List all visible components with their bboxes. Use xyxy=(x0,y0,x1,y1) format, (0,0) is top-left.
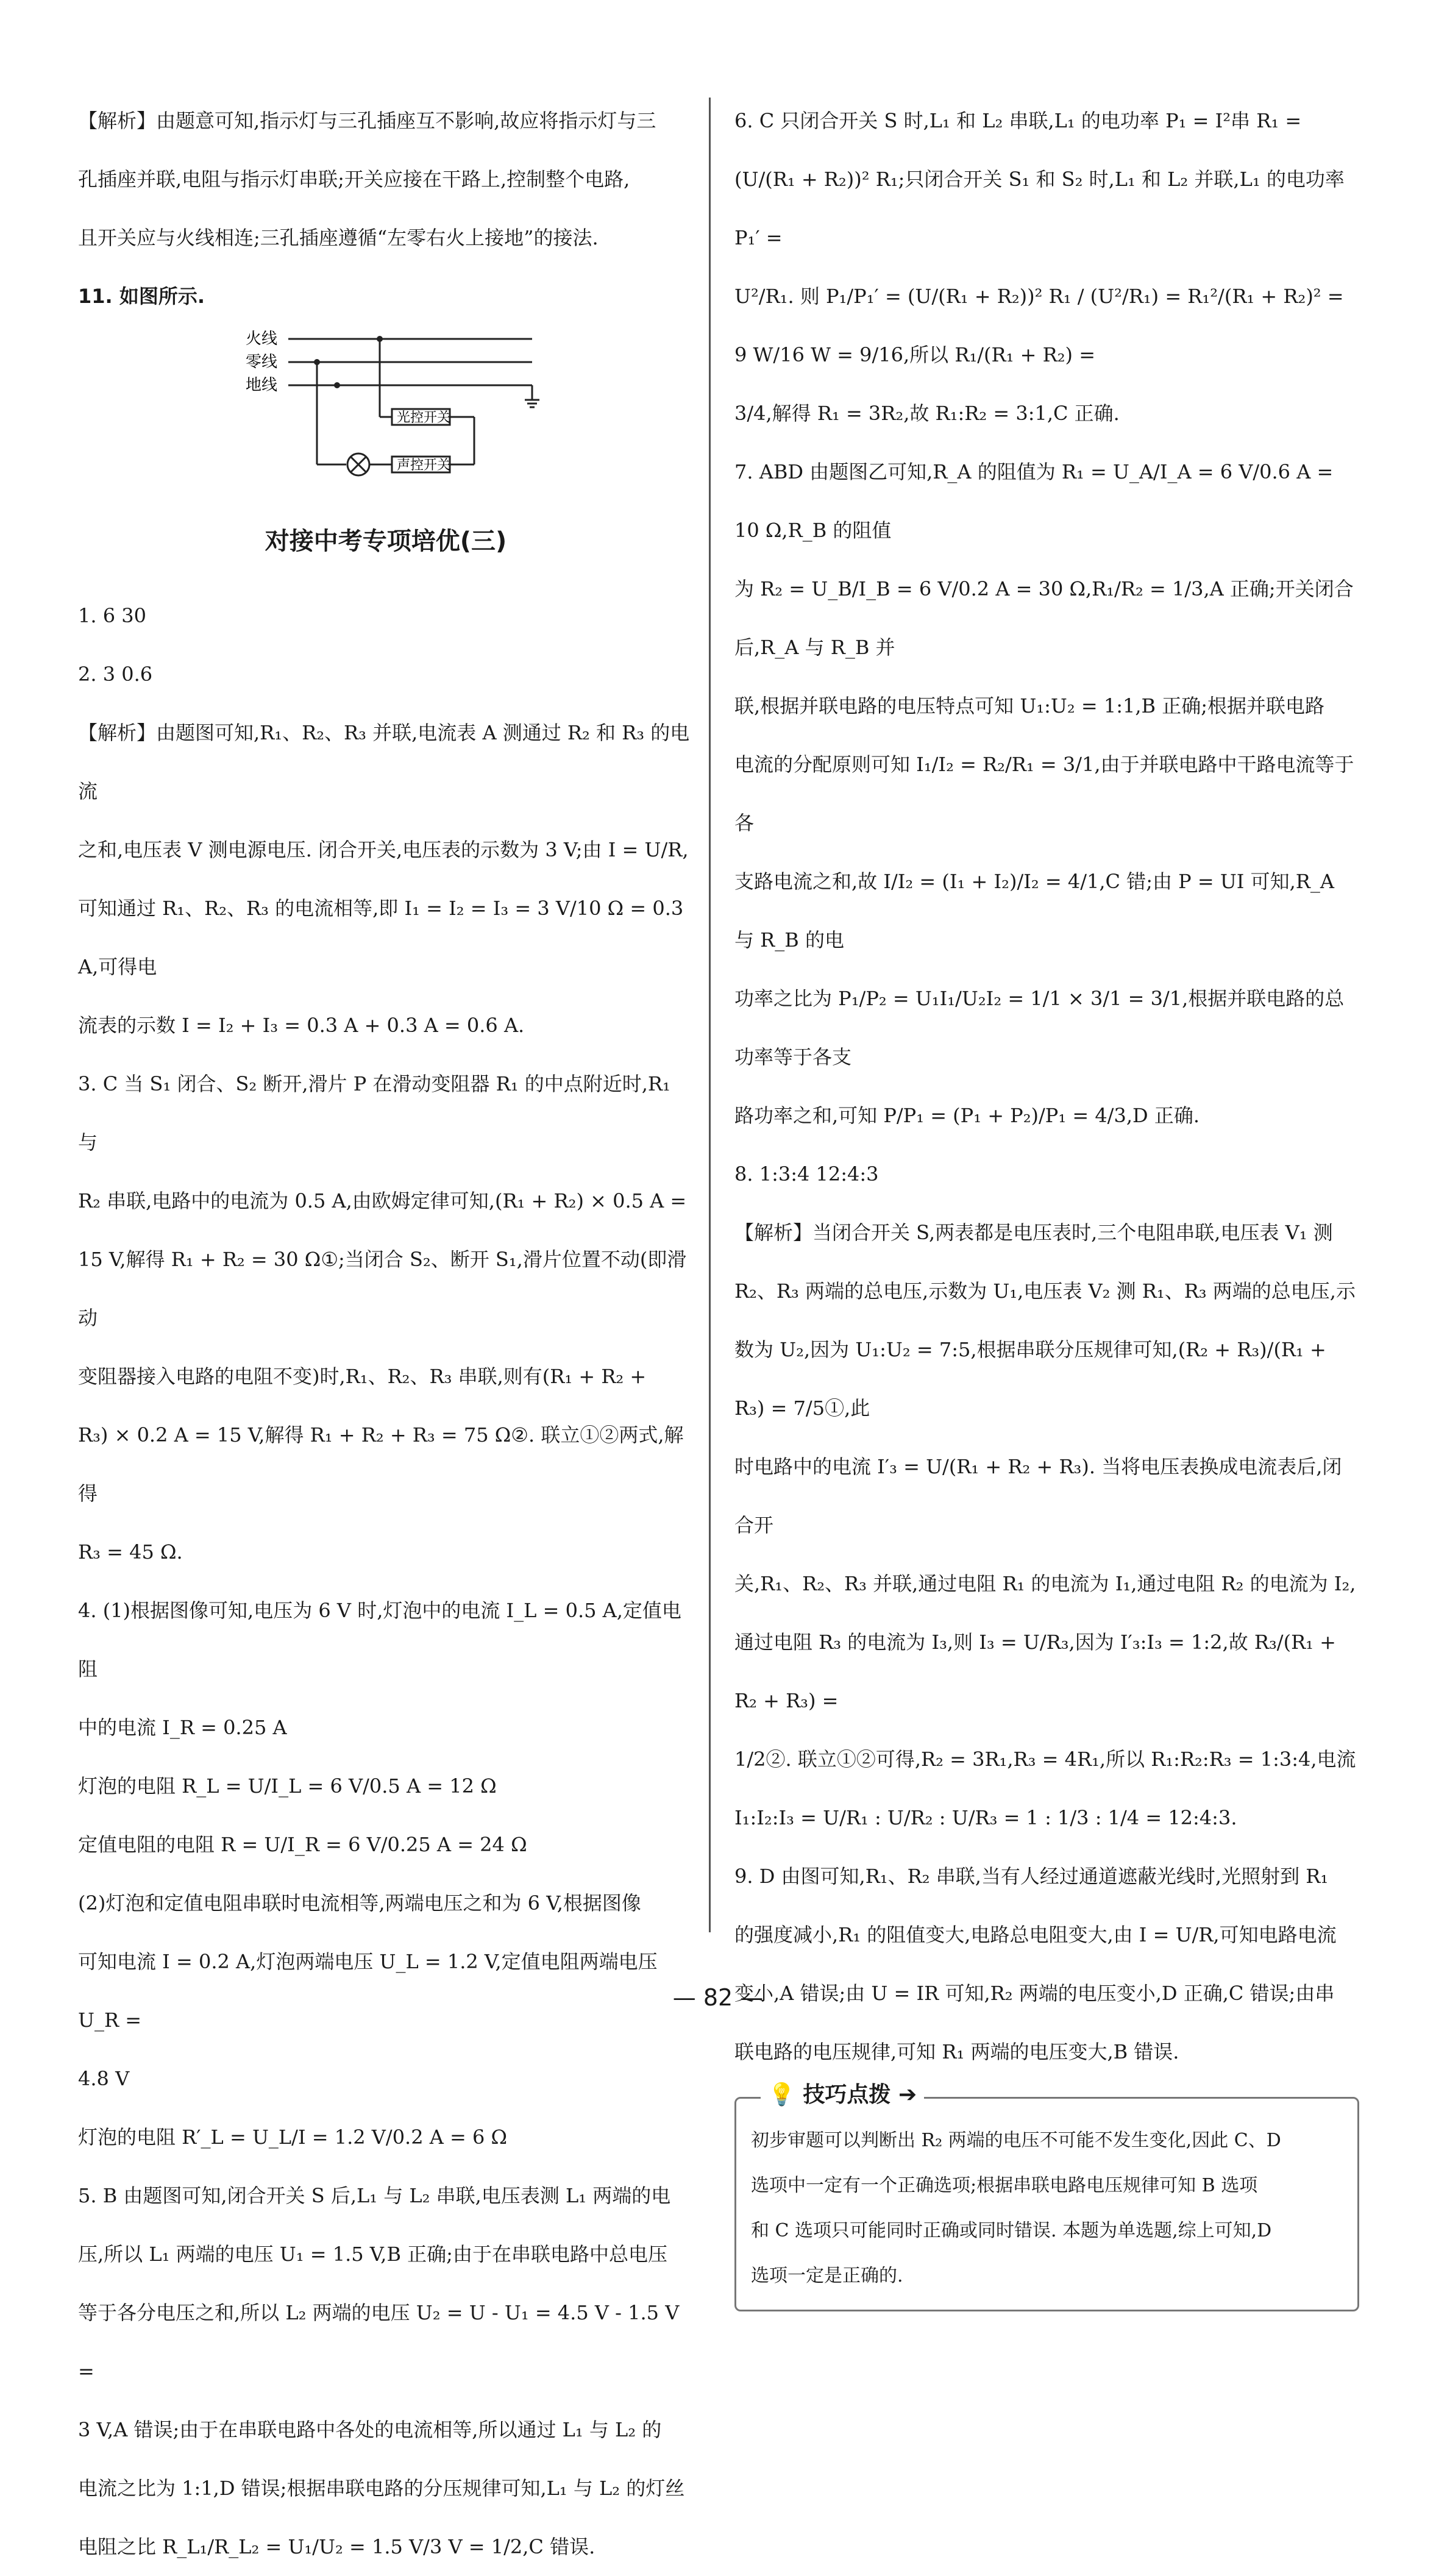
text-line: 灯泡的电阻 R_L = U/I_L = 6 V/0.5 A = 12 Ω xyxy=(78,1774,497,1798)
text-line: 为 R₂ = U_B/I_B = 6 V/0.2 A = 30 Ω,R₁/R₂ = 1/3,A 正确;开关闭合后,R_A 与 R_B 并 xyxy=(734,577,1354,659)
sound-switch-label: 声控开关 xyxy=(397,458,451,473)
text-line: I₁:I₂:I₃ = U/R₁ : U/R₂ : U/R₃ = 1 : 1/3 : 1/4 = 12:4:3. xyxy=(734,1806,1237,1829)
text-line: 之和,电压表 V 测电源电压. 闭合开关,电压表的示数为 3 V;由 I = U/R, xyxy=(78,838,689,861)
tip-box xyxy=(734,2082,1359,2311)
text-line: 功率之比为 P₁/P₂ = U₁I₁/U₂I₂ = 1/1 × 3/1 = 3/1,根据并联电路的总功率等于各支 xyxy=(734,987,1345,1069)
text-line: 压,所以 L₁ 两端的电压 U₁ = 1.5 V,B 正确;由于在串联电路中总电压 xyxy=(78,2243,667,2266)
tip-line: 选项一定是正确的. xyxy=(751,2265,903,2286)
text-line: 8. 1:3:4 12:4:3 xyxy=(734,1162,879,1186)
left-column xyxy=(78,91,694,2576)
text-line: 可知通过 R₁、R₂、R₃ 的电流相等,即 I₁ = I₂ = I₃ = 3 V/10 Ω = 0.3 A,可得电 xyxy=(78,897,684,978)
tip-body xyxy=(751,2118,1343,2299)
text-line: 通过电阻 R₃ 的电流为 I₃,则 I₃ = U/R₃,因为 I′₃:I₃ = 1:2,故 R₃/(R₁ + R₂ + R₃) = xyxy=(734,1631,1336,1712)
text-line: 7. ABD 由题图乙可知,R_A 的阻值为 R₁ = U_A/I_A = 6 V/0.6 A = 10 Ω,R_B 的阻值 xyxy=(734,460,1334,542)
text-line: 变小,A 错误;由 U = IR 可知,R₂ 两端的电压变小,D 正确,C 错误;由串 xyxy=(734,1982,1335,2005)
text-line: 1. 6 30 xyxy=(78,604,146,627)
text-line: 定值电阻的电阻 R = U/I_R = 6 V/0.25 A = 24 Ω xyxy=(78,1833,527,1856)
text-line: 且开关应与火线相连;三孔插座遵循“左零右火上接地”的接法. xyxy=(78,226,599,249)
text-line: 数为 U₂,因为 U₁:U₂ = 7:5,根据串联分压规律可知,(R₂ + R₃)/(R₁ + R₃) = 7/5①,此 xyxy=(734,1338,1326,1420)
fire-label: 火线 xyxy=(246,330,278,348)
circuit-figure xyxy=(78,326,694,508)
text-line: (U/(R₁ + R₂))² R₁;只闭合开关 S₁ 和 S₂ 时,L₁ 和 L₂ 并联,L₁ 的电功率 P₁′ = xyxy=(734,168,1345,249)
text-line: 【解析】由题意可知,指示灯与三孔插座互不影响,故应将指示灯与三 xyxy=(78,109,656,132)
zero-label: 零线 xyxy=(246,353,278,371)
text-line: 等于各分电压之和,所以 L₂ 两端的电压 U₂ = U - U₁ = 4.5 V - 1.5 V = xyxy=(78,2301,680,2383)
text-line: R₂、R₃ 两端的总电压,示数为 U₁,电压表 V₂ 测 R₁、R₃ 两端的总电压,示 xyxy=(734,1279,1356,1303)
text-line: 孔插座并联,电阻与指示灯串联;开关应接在干路上,控制整个电路, xyxy=(78,168,630,191)
text-line: 流表的示数 I = I₂ + I₃ = 0.3 A + 0.3 A = 0.6 A. xyxy=(78,1014,525,1037)
tip-title xyxy=(761,2078,924,2112)
text-line: 电流的分配原则可知 I₁/I₂ = R₂/R₁ = 3/1,由于并联电路中干路电流等于各 xyxy=(734,753,1354,834)
text-line: 时电路中的电流 I′₃ = U/(R₁ + R₂ + R₃). 当将电压表换成电流表后,闭合开 xyxy=(734,1455,1342,1537)
arrow-icon: ➔ xyxy=(898,2082,917,2107)
light-switch-label: 光控开关 xyxy=(397,410,451,425)
text-line: 3. C 当 S₁ 闭合、S₂ 断开,滑片 P 在滑动变阻器 R₁ 的中点附近时,R₁ 与 xyxy=(78,1072,670,1154)
text-line: 电阻之比 R_L₁/R_L₂ = U₁/U₂ = 1.5 V/3 V = 1/2,C 错误. xyxy=(78,2535,595,2558)
tip-line: 选项中一定有一个正确选项;根据串联电路电压规律可知 B 选项 xyxy=(751,2175,1258,2196)
text-line: 支路电流之和,故 I/I₂ = (I₁ + I₂)/I₂ = 4/1,C 错;由 P = UI 可知,R_A 与 R_B 的电 xyxy=(734,870,1334,952)
text-line: 1/2②. 联立①②可得,R₂ = 3R₁,R₃ = 4R₁,所以 R₁:R₂:R₃ = 1:3:4,电流 xyxy=(734,1748,1356,1771)
right-column xyxy=(734,91,1359,2311)
text-line: 路功率之和,可知 P/P₁ = (P₁ + P₂)/P₁ = 4/3,D 正确. xyxy=(734,1104,1200,1127)
text-line: 【解析】当闭合开关 S,两表都是电压表时,三个电阻串联,电压表 V₁ 测 xyxy=(734,1221,1333,1244)
lightbulb-icon: 💡 xyxy=(768,2082,795,2107)
text-line: 关,R₁、R₂、R₃ 并联,通过电阻 R₁ 的电流为 I₁,通过电阻 R₂ 的电流为 I₂, xyxy=(734,1572,1356,1595)
text-line: 3 V,A 错误;由于在串联电路中各处的电流相等,所以通过 L₁ 与 L₂ 的 xyxy=(78,2418,662,2441)
page-number: — 82 — xyxy=(672,1984,764,2011)
text-line: U²/R₁. 则 P₁/P₁′ = (U/(R₁ + R₂))² R₁ / (U²/R₁) = R₁²/(R₁ + R₂)² = 9 W/16 W = 9/16,所以 R₁/(R₁ + R₂) = xyxy=(734,285,1344,366)
text-line: 中的电流 I_R = 0.25 A xyxy=(78,1716,287,1739)
section-title: 对接中考专项培优(三) xyxy=(265,527,507,555)
column-divider xyxy=(709,98,711,1932)
text-line: 15 V,解得 R₁ + R₂ = 30 Ω①;当闭合 S₂、断开 S₁,滑片位置不动(即滑动 xyxy=(78,1248,687,1329)
text-line: 2. 3 0.6 xyxy=(78,663,153,686)
text-line: 4.8 V xyxy=(78,2067,130,2090)
ground-label: 地线 xyxy=(246,376,278,394)
tip-line: 和 C 选项只可能同时正确或同时错误. 本题为单选题,综上可知,D xyxy=(751,2220,1272,2241)
text-line: R₂ 串联,电路中的电流为 0.5 A,由欧姆定律可知,(R₁ + R₂) × 0.5 A = xyxy=(78,1189,687,1212)
answers-left xyxy=(78,586,694,2576)
text-line: 5. B 由题图可知,闭合开关 S 后,L₁ 与 L₂ 串联,电压表测 L₁ 两端的电 xyxy=(78,2184,671,2207)
text-line: (2)灯泡和定值电阻串联时电流相等,两端电压之和为 6 V,根据图像 xyxy=(78,1891,641,1915)
tip-title-text: 技巧点拨 xyxy=(803,2082,891,2107)
text-line: 联,根据并联电路的电压特点可知 U₁:U₂ = 1:1,B 正确;根据并联电路 xyxy=(734,694,1325,717)
text-line: 电流之比为 1:1,D 错误;根据串联电路的分压规律可知,L₁ 与 L₂ 的灯丝 xyxy=(78,2477,685,2500)
question-11: 11. 如图所示. xyxy=(78,285,205,308)
text-line: 的强度减小,R₁ 的阻值变大,电路总电阻变大,由 I = U/R,可知电路电流 xyxy=(734,1923,1337,1946)
text-line: 变阻器接入电路的电阻不变)时,R₁、R₂、R₃ 串联,则有(R₁ + R₂ + xyxy=(78,1365,647,1388)
text-line: 灯泡的电阻 R′_L = U_L/I = 1.2 V/0.2 A = 6 Ω xyxy=(78,2126,508,2149)
text-line: 6. C 只闭合开关 S 时,L₁ 和 L₂ 串联,L₁ 的电功率 P₁ = I²串 R₁ = xyxy=(734,109,1302,132)
text-line: 【解析】由题图可知,R₁、R₂、R₃ 并联,电流表 A 测通过 R₂ 和 R₃ 的电流 xyxy=(78,721,690,803)
text-line: 可知电流 I = 0.2 A,灯泡两端电压 U_L = 1.2 V,定值电阻两端电压 U_R = xyxy=(78,1950,658,2032)
text-line: 联电路的电压规律,可知 R₁ 两端的电压变大,B 错误. xyxy=(734,2040,1179,2063)
text-line: 3/4,解得 R₁ = 3R₂,故 R₁:R₂ = 3:1,C 正确. xyxy=(734,402,1120,425)
tip-line: 初步审题可以判断出 R₂ 两端的电压不可能不发生变化,因此 C、D xyxy=(751,2130,1281,2151)
text-line: 9. D 由图可知,R₁、R₂ 串联,当有人经过通道遮蔽光线时,光照射到 R₁ xyxy=(734,1865,1329,1888)
text-line: R₃) × 0.2 A = 15 V,解得 R₁ + R₂ + R₃ = 75 Ω②. 联立①②两式,解得 xyxy=(78,1423,684,1505)
text-line: 4. (1)根据图像可知,电压为 6 V 时,灯泡中的电流 I_L = 0.5 A,定值电阻 xyxy=(78,1599,681,1681)
text-line: R₃ = 45 Ω. xyxy=(78,1540,183,1564)
circuit-diagram xyxy=(78,326,694,508)
